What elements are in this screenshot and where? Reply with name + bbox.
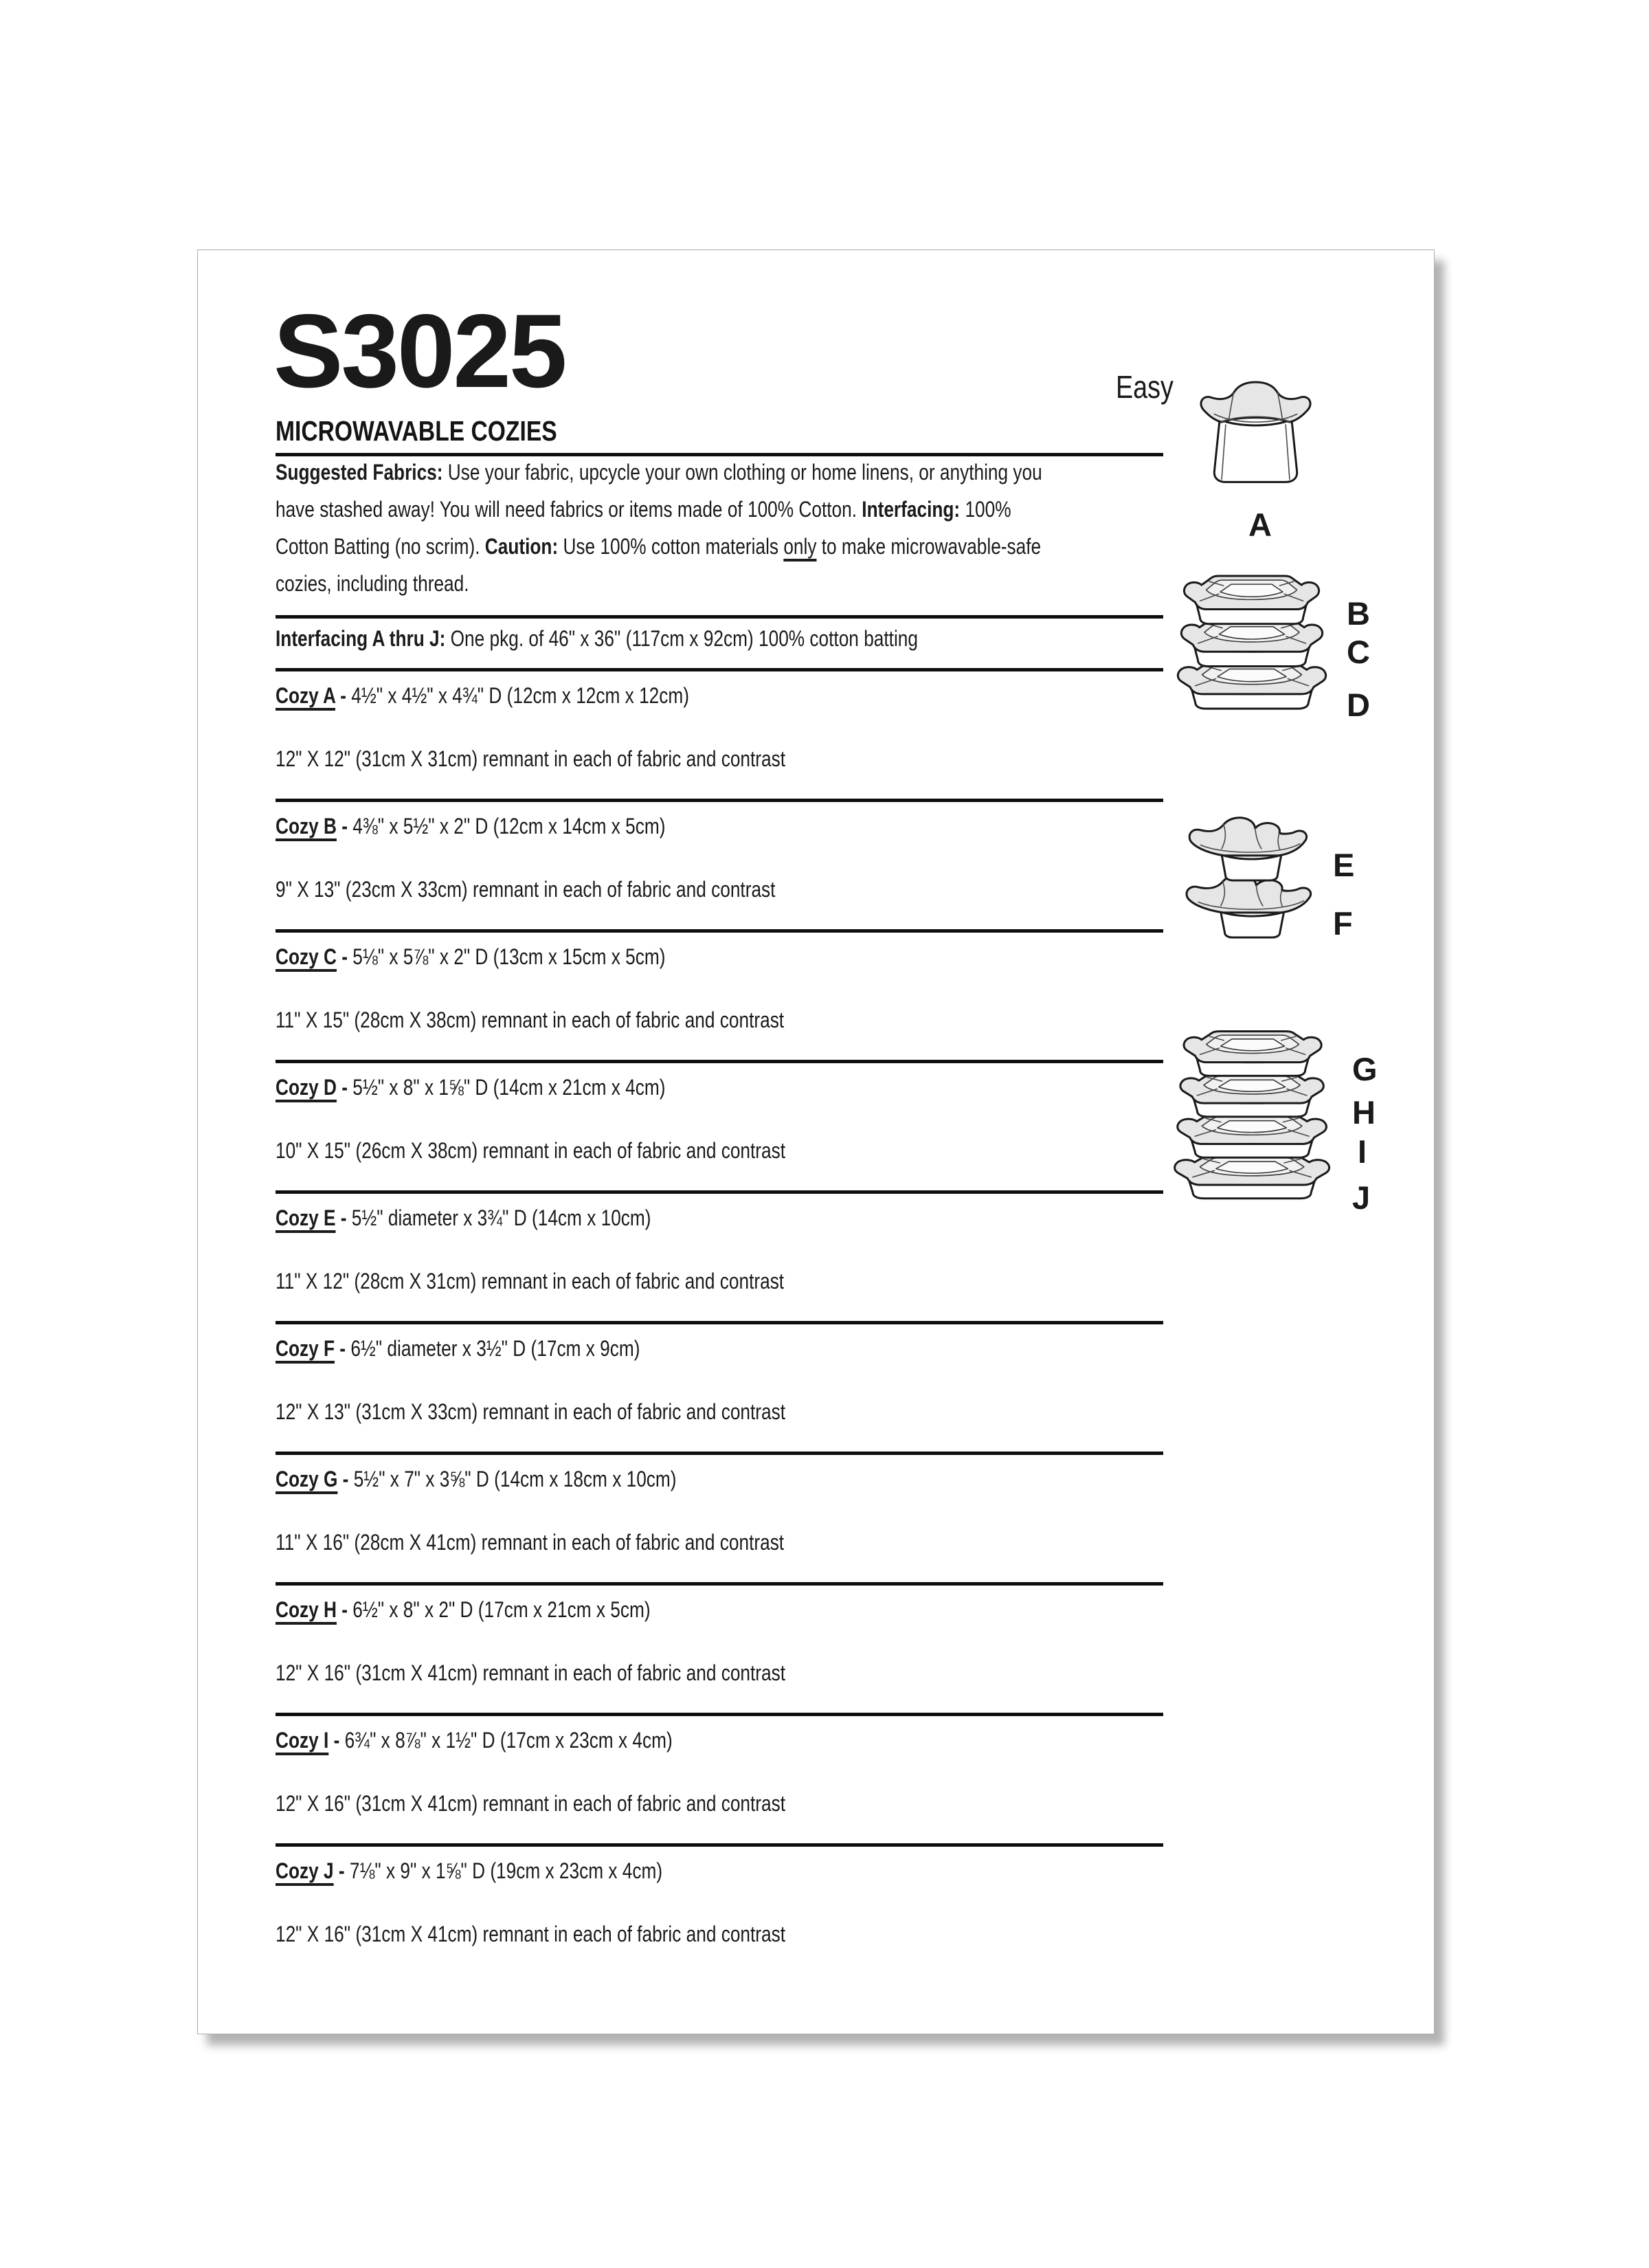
- cozy-remnant: 12" X 12" (31cm X 31cm) remnant in each of fabric and contrast: [276, 746, 786, 771]
- cozy-name: Cozy C: [276, 944, 337, 969]
- cozy-name: Cozy A: [276, 683, 335, 708]
- text-run: cozies, including thread.: [276, 571, 469, 596]
- divider: [276, 1713, 1163, 1716]
- paragraph-line: [276, 491, 1042, 528]
- cozy-section: [276, 1321, 1163, 1452]
- cozy-dimensions: 4⅜" x 5½" x 2" D (12cm x 14cm x 5cm): [352, 814, 666, 838]
- page-title: MICROWAVABLE COZIES: [276, 415, 557, 447]
- text-run: Caution:: [484, 534, 559, 559]
- cozy-section: [276, 929, 1163, 1060]
- text-run: only: [783, 534, 817, 559]
- cozy-a-illustration: [1194, 381, 1318, 491]
- cozy-bcd-stack-illustration: [1160, 572, 1344, 718]
- illustration-label-e: E: [1333, 847, 1355, 883]
- cozy-ef-stack-illustration: [1177, 816, 1332, 944]
- illustration-label-f: F: [1333, 905, 1353, 942]
- illustration-label-h: H: [1352, 1094, 1376, 1131]
- separator: -: [337, 1467, 354, 1491]
- divider: [276, 929, 1163, 933]
- illustration-label-b: B: [1347, 595, 1370, 632]
- tray-stack-icon: [1160, 572, 1344, 718]
- separator: -: [336, 1597, 353, 1622]
- divider: [276, 1321, 1163, 1324]
- cozy-remnant: 12" X 16" (31cm X 41cm) remnant in each of fabric and contrast: [276, 1922, 786, 1946]
- cozy-section: [276, 1843, 1163, 1974]
- cozy-dimensions: 4½" x 4½" x 4¾" D (12cm x 12cm x 12cm): [351, 683, 689, 708]
- cozy-ghij-stack-illustration: [1158, 1024, 1349, 1203]
- divider: [276, 615, 1163, 619]
- cozy-name: Cozy E: [276, 1205, 336, 1230]
- cozy-name: Cozy D: [276, 1075, 337, 1100]
- divider: [276, 799, 1163, 802]
- separator: -: [336, 814, 353, 838]
- text-run: to make microwavable-safe: [816, 534, 1042, 559]
- cozy-dimensions: 5½" diameter x 3¾" D (14cm x 10cm): [351, 1205, 651, 1230]
- pattern-number: S3025: [273, 293, 565, 410]
- text-run: One pkg. of 46" x 36" (117cm x 92cm) 100% cotton batting: [445, 626, 918, 651]
- cozy-heading: [276, 1852, 662, 1890]
- text-run: Use your fabric, upcycle your own clothing or home linens, or anything you: [442, 460, 1042, 485]
- tulip-cup-icon: [1194, 381, 1318, 491]
- divider: [276, 1452, 1163, 1455]
- cozy-remnant: 11" X 15" (28cm X 38cm) remnant in each of fabric and contrast: [276, 1008, 785, 1032]
- cozy-remnant: 11" X 16" (28cm X 41cm) remnant in each of fabric and contrast: [276, 1530, 785, 1555]
- cozy-name: Cozy J: [276, 1858, 334, 1883]
- divider: [276, 1582, 1163, 1586]
- separator: -: [336, 944, 353, 969]
- cozy-heading: [276, 1199, 651, 1237]
- cozy-remnant: 12" X 16" (31cm X 41cm) remnant in each of fabric and contrast: [276, 1791, 786, 1816]
- cozy-remnant: 9" X 13" (23cm X 33cm) remnant in each of fabric and contrast: [276, 877, 776, 902]
- paragraph-line: [276, 565, 1042, 602]
- divider: [276, 668, 1163, 671]
- cozy-heading: [276, 1721, 673, 1759]
- cozy-remnant: 11" X 12" (28cm X 31cm) remnant in each of fabric and contrast: [276, 1269, 785, 1293]
- illustration-label-c: C: [1347, 634, 1370, 670]
- divider: [276, 1843, 1163, 1847]
- cozy-heading: [276, 937, 665, 976]
- cozy-heading: [276, 807, 665, 845]
- separator: -: [335, 683, 352, 708]
- cozy-section: [276, 1452, 1163, 1582]
- cozy-remnant: 12" X 13" (31cm X 33cm) remnant in each of fabric and contrast: [276, 1399, 786, 1424]
- paragraph-line: [276, 528, 1042, 565]
- text-run: Interfacing:: [862, 497, 961, 522]
- cozy-name: Cozy G: [276, 1467, 338, 1491]
- tray-stack-icon: [1158, 1024, 1349, 1203]
- cozy-dimensions: 7⅛" x 9" x 1⅝" D (19cm x 23cm x 4cm): [349, 1858, 663, 1883]
- interfacing-note: [276, 620, 918, 657]
- cozy-dimensions: 5½" x 8" x 1⅝" D (14cm x 21cm x 4cm): [352, 1075, 666, 1100]
- cozy-name: Cozy F: [276, 1336, 335, 1361]
- text-run: have stashed away! You will need fabrics or items made of 100% Cotton.: [276, 497, 862, 522]
- text-run: Interfacing A thru J:: [276, 626, 446, 651]
- separator: -: [335, 1205, 352, 1230]
- illustration-label-i: I: [1358, 1133, 1367, 1170]
- cozy-section: [276, 799, 1163, 929]
- cozy-name: Cozy B: [276, 814, 337, 838]
- cozy-dimensions: 6½" diameter x 3½" D (17cm x 9cm): [350, 1336, 640, 1361]
- illustration-label-g: G: [1352, 1051, 1378, 1087]
- cozy-dimensions: 5⅛" x 5⅞" x 2" D (13cm x 15cm x 5cm): [352, 944, 666, 969]
- separator: -: [328, 1728, 345, 1753]
- cozy-section: [276, 668, 1163, 799]
- cozy-dimensions: 6¾" x 8⅞" x 1½" D (17cm x 23cm x 4cm): [344, 1728, 673, 1753]
- illustration-label-d: D: [1347, 687, 1370, 723]
- cozy-remnant: 10" X 15" (26cm X 38cm) remnant in each of fabric and contrast: [276, 1138, 786, 1163]
- illustration-label-j: J: [1352, 1179, 1371, 1216]
- cozy-heading: [276, 1460, 677, 1498]
- paragraph-line: [276, 454, 1042, 491]
- cozy-remnant: 12" X 16" (31cm X 41cm) remnant in each of fabric and contrast: [276, 1660, 786, 1685]
- bowl-stack-icon: [1177, 816, 1332, 944]
- cozy-name: Cozy I: [276, 1728, 329, 1753]
- separator: -: [335, 1336, 351, 1361]
- text-run: Use 100% cotton materials: [558, 534, 784, 559]
- cozy-dimensions: 6½" x 8" x 2" D (17cm x 21cm x 5cm): [352, 1597, 651, 1622]
- text-run: 100%: [960, 497, 1011, 522]
- cozy-heading: [276, 1590, 651, 1629]
- cozy-section: [276, 1060, 1163, 1190]
- difficulty-label: Easy: [1116, 369, 1174, 405]
- text-run: Suggested Fabrics:: [276, 460, 443, 485]
- cozy-section: [276, 1713, 1163, 1843]
- cozy-dimensions: 5½" x 7" x 3⅝" D (14cm x 18cm x 10cm): [353, 1467, 677, 1491]
- cozy-heading: [276, 676, 689, 715]
- cozy-heading: [276, 1068, 665, 1107]
- separator: -: [336, 1075, 353, 1100]
- illustration-label-a: A: [1248, 507, 1272, 543]
- divider: [276, 1190, 1163, 1194]
- suggested-fabrics-paragraph: [276, 454, 1211, 602]
- cozy-section: [276, 1582, 1163, 1713]
- divider: [276, 1060, 1163, 1063]
- pattern-instruction-sheet: [197, 249, 1435, 2034]
- cozy-name: Cozy H: [276, 1597, 337, 1622]
- text-run: Cotton Batting (no scrim).: [276, 534, 485, 559]
- separator: -: [333, 1858, 350, 1883]
- cozy-heading: [276, 1329, 640, 1368]
- cozy-section: [276, 1190, 1163, 1321]
